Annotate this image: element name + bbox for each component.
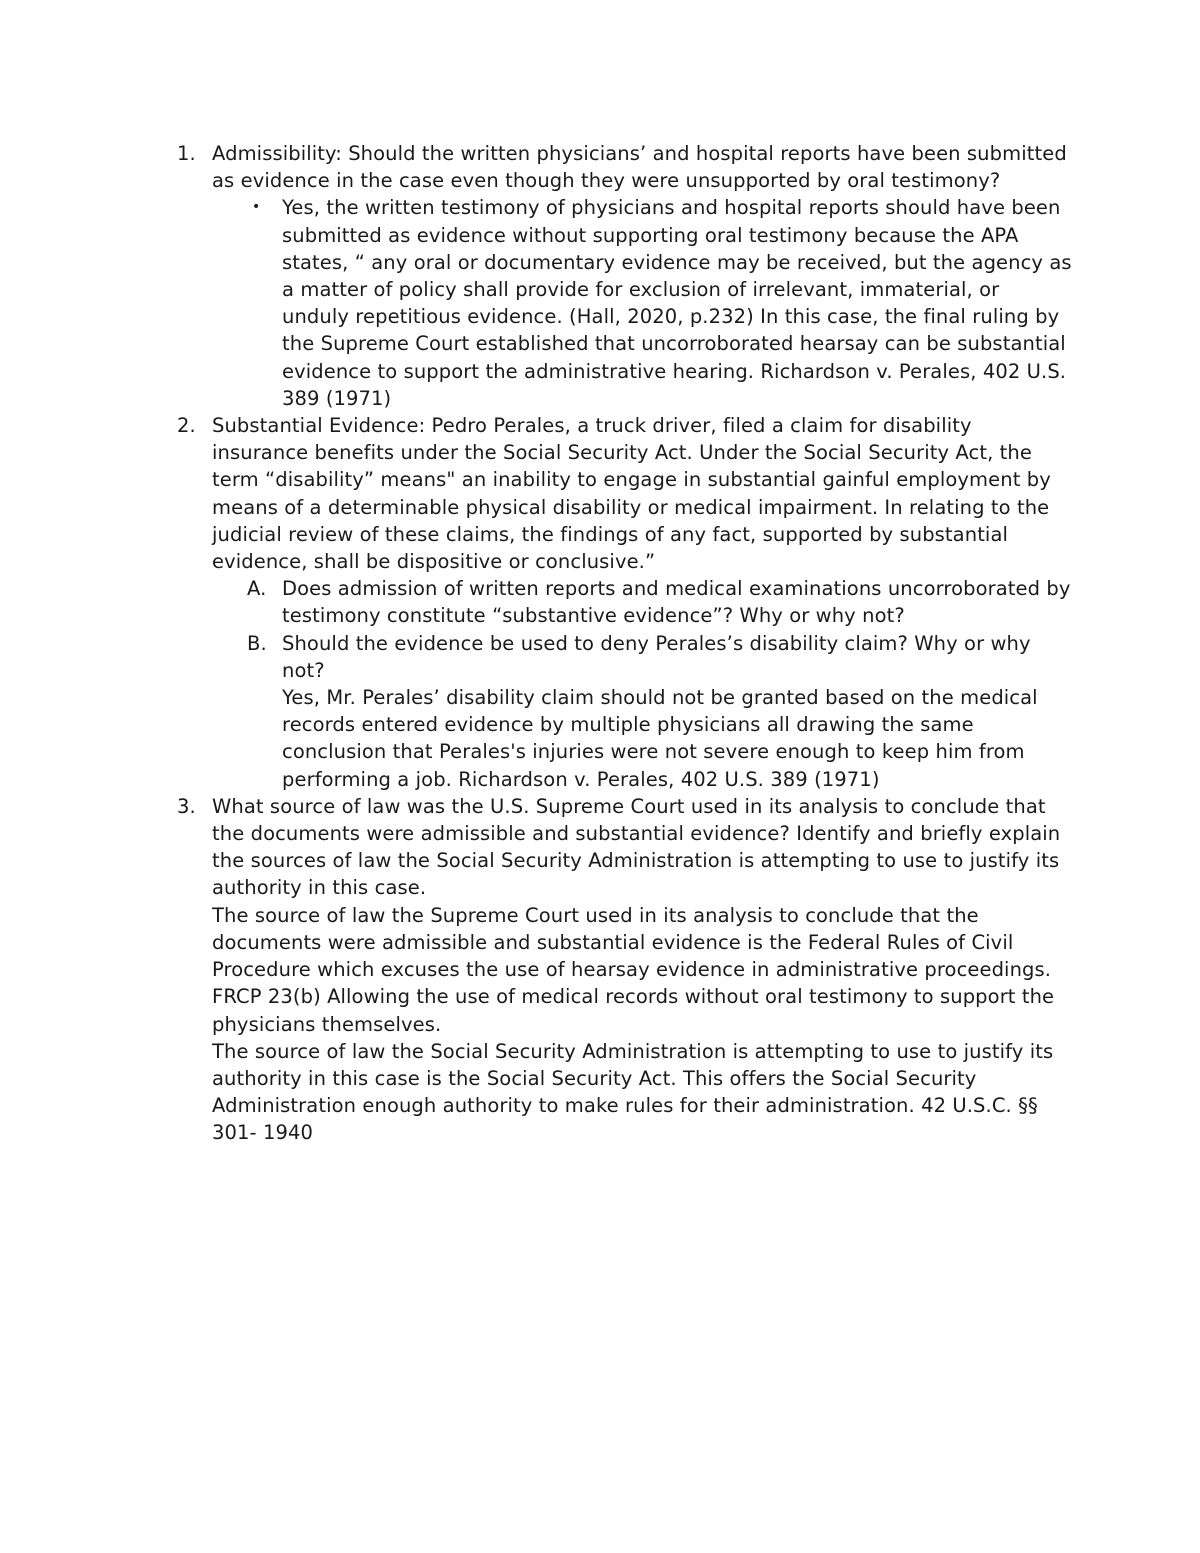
list-number: 3. (177, 794, 196, 818)
answer-text: Yes, the written testimony of physicians and hospital reports should have been submitted as evidence without supporting oral testimony because the APA states, “ any oral or documentary evidence may be received, but the agency as a matter of policy shall provide for exclusion of irrelevant, immaterial, or unduly repetitious evidence. (Hall, 2020, p.232) In this case, the final ruling by the Supreme Court established that uncorroborated hearsay can be substantial evidence to support the administrative hearing. Richardson v. Perales, 402 U.S. 389 (1971) (282, 196, 1072, 410)
document-body (172, 140, 1072, 1147)
list-item-2 (172, 412, 1072, 793)
sub-item-letter: A. (247, 577, 267, 601)
list-item-3 (172, 793, 1072, 1147)
bullet-item (212, 194, 1072, 412)
list-number: 1. (177, 142, 196, 165)
sub-item-b (212, 630, 1072, 684)
question-text: What source of law was the U.S. Supreme Court used in its analysis to conclude that the documents were admissible and substantial evidence? Identify and briefly explain the sources of law the Social Security Administration is attempting to use to justify its authority in this case. (212, 794, 1061, 900)
bullet-icon: • (252, 199, 261, 216)
question-text: Substantial Evidence: Pedro Perales, a truck driver, filed a claim for disability insurance benefits under the Social Security Act. Under the Social Security Act, the term “disability” means" an inability to engage in substantial gainful employment by means of a determinable physical disability or medical impairment. In relating to the judicial review of these claims, the findings of any fact, supported by substantial evidence, shall be dispositive or conclusive.” (212, 414, 1051, 574)
sub-question-text: Should the evidence be used to deny Perales’s disability claim? Why or why not? (282, 631, 1031, 682)
sub-item-a (212, 575, 1072, 629)
answer-text-1: The source of law the Supreme Court used in its analysis to conclude that the documents were admissible and substantial evidence is the Federal Rules of Civil Procedure which excuses the use of hearsay evidence in administrative proceedings. FRCP 23(b) Allowing the use of medical records without oral testimony to support the physicians themselves. (212, 903, 1055, 1036)
list-number: 2. (177, 414, 196, 438)
sub-item-letter: B. (247, 631, 267, 655)
sub-question-text: Does admission of written reports and medical examinations uncorroborated by testimony constitute “substantive evidence”? Why or why not? (282, 577, 1071, 628)
answer-text-2: The source of law the Social Security Administration is attempting to use to justify its authority in this case is the Social Security Act. This offers the Social Security Administration enough authority to make rules for their administration. 42 U.S.C. §§ 301- 1940 (212, 1039, 1054, 1145)
answer-text: Yes, Mr. Perales’ disability claim should not be granted based on the medical records entered evidence by multiple physicians all drawing the same conclusion that Perales's injuries were not severe enough to keep him from performing a job. Richardson v. Perales, 402 U.S. 389 (1971) (282, 686, 1038, 791)
question-text: Admissibility: Should the written physicians’ and hospital reports have been submitted as evidence in the case even though they were unsupported by oral testimony? (212, 142, 1067, 193)
list-item-1 (172, 140, 1072, 412)
